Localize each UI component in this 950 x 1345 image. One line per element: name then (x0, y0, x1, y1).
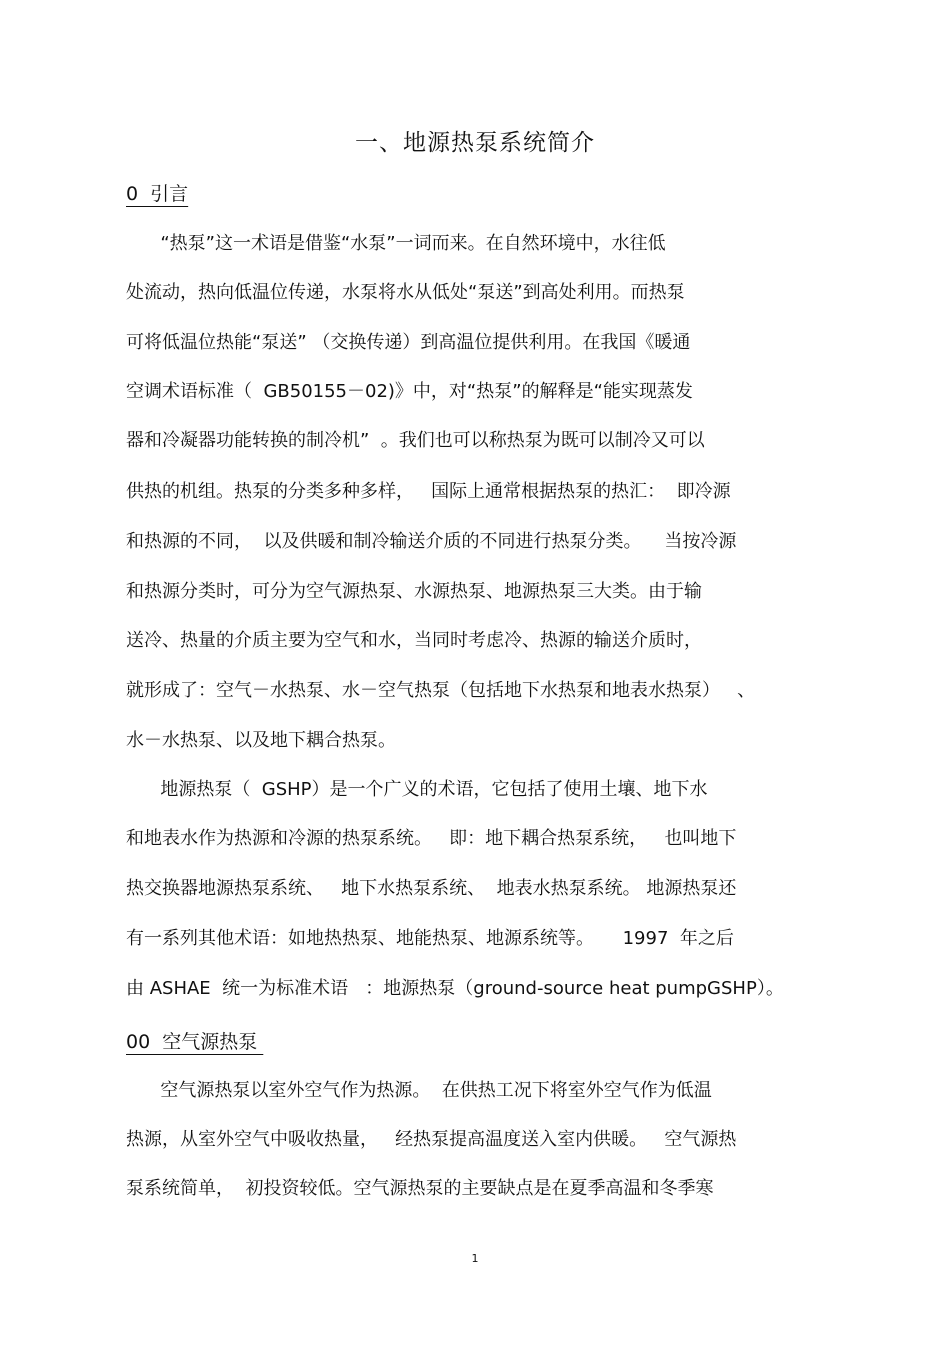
text-line: 泵系统简单， 初投资较低。空气源热泵的主要缺点是在夏季高温和冬季寒 (126, 1178, 714, 1199)
text-line: “热泵”这一术语是借鉴“水泵”一词而来。在自然环境中，水往低 (126, 233, 666, 254)
text-line: 就形成了：空气－水热泵、水－空气热泵（包括地下水热泵和地表水热泵） 、 (126, 680, 756, 701)
text-line: 有一系列其他术语：如地热热泵、地能热泵、地源系统等。 1997 年之后 (126, 928, 734, 949)
text-line: 水－水热泵、以及地下耦合热泵。 (126, 730, 396, 751)
text-line: 热交换器地源热泵系统、 地下水热泵系统、 地表水热泵系统。 地源热泵还 (126, 878, 737, 899)
section-heading-introduction: 0 引言 (126, 183, 189, 205)
document-title: 一、地源热泵系统简介 (355, 130, 595, 156)
text-line: 和地表水作为热源和冷源的热泵系统。 即：地下耦合热泵系统， 也叫地下 (126, 828, 737, 849)
text-line: 和热源分类时，可分为空气源热泵、水源热泵、地源热泵三大类。由于输 (126, 581, 702, 602)
text-line: 供热的机组。热泵的分类多种多样， 国际上通常根据热泵的热汇： 即冷源 (126, 481, 731, 502)
text-line: 热源，从室外空气中吸收热量， 经热泵提高温度送入室内供暖。 空气源热 (126, 1129, 737, 1150)
section-heading-air-source-heat-pump: 00 空气源热泵 (126, 1031, 264, 1053)
text-line: 地源热泵（ GSHP）是一个广义的术语，它包括了使用土壤、地下水 (126, 779, 708, 800)
text-line: 空调术语标准（ GB50155－02)》中，对“热泵”的解释是“能实现蒸发 (126, 381, 693, 402)
text-line: 和热源的不同， 以及供暖和制冷输送介质的不同进行热泵分类。 当按冷源 (126, 531, 737, 552)
text-line: 由 ASHAE 统一为标准术语 ：地源热泵（ground-source heat pumpGSHP）。 (126, 978, 784, 999)
page-number: 1 (471, 1252, 479, 1265)
text-line: 处流动，热向低温位传递，水泵将水从低处“泵送”到高处利用。而热泵 (126, 282, 685, 303)
text-line: 送冷、热量的介质主要为空气和水，当同时考虑冷、热源的输送介质时， (126, 630, 702, 651)
text-line: 空气源热泵以室外空气作为热源。 在供热工况下将室外空气作为低温 (126, 1080, 712, 1101)
text-line: 可将低温位热能“泵送” （交换传递）到高温位提供利用。在我国《暖通 (126, 332, 691, 353)
text-line: 器和冷凝器功能转换的制冷机” 。我们也可以称热泵为既可以制冷又可以 (126, 430, 705, 451)
